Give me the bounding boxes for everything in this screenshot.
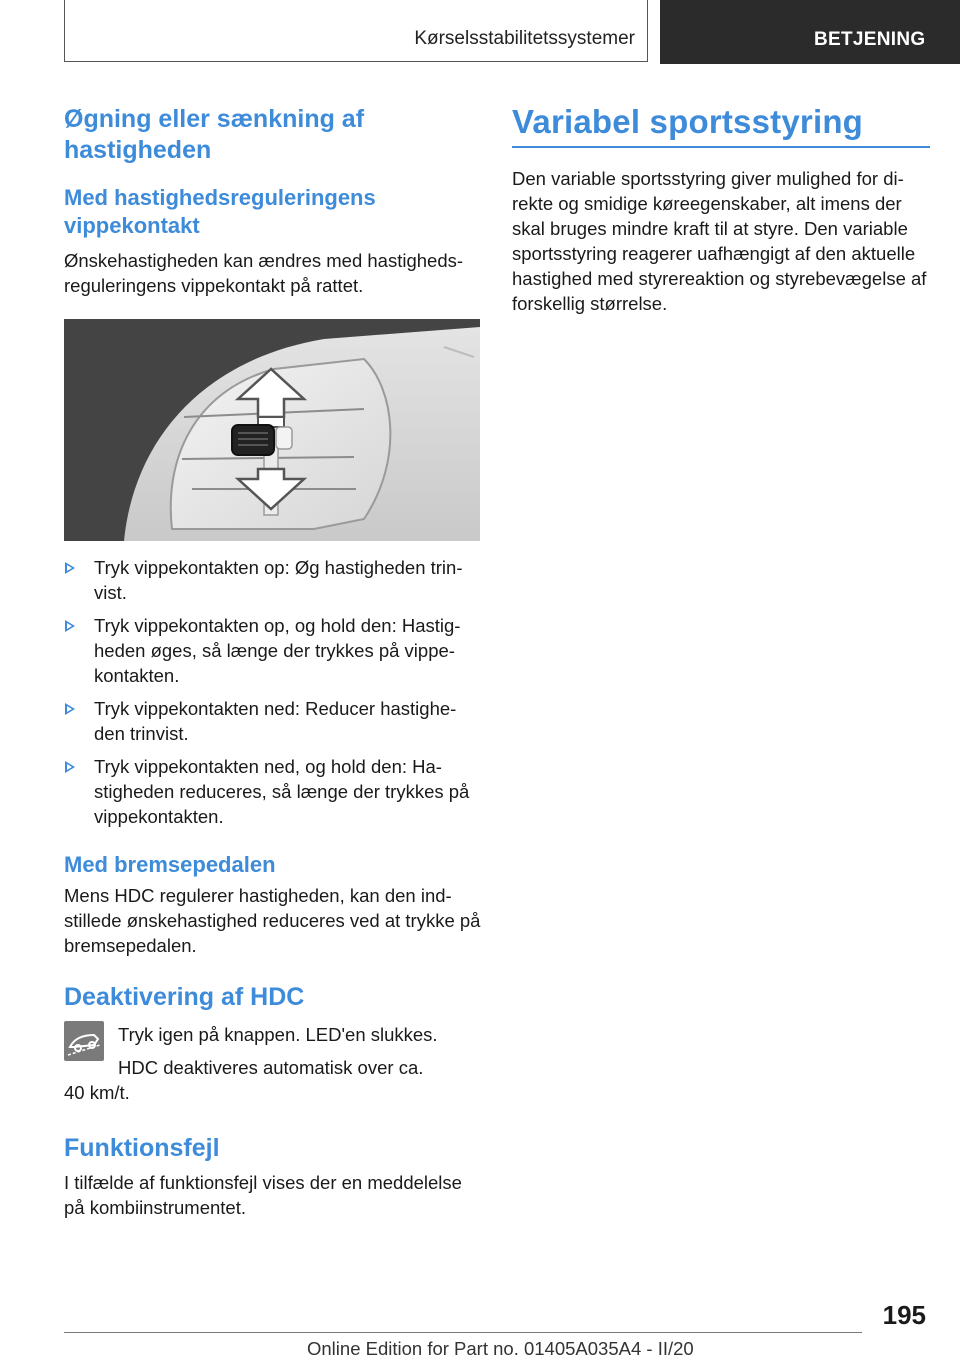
rocker-instructions-list [64, 555, 482, 829]
heading-speed-adjust: Øgning eller sænkning af hastigheden [64, 105, 365, 164]
triangle-bullet-icon [65, 562, 75, 574]
heading-rocker-switch: Med hastighedsreguleringens vippekontakt [64, 185, 376, 238]
deactivate-line-2: HDC deaktiveres automatisk over ca. [118, 1057, 424, 1078]
steering-wheel-rocker-photo [64, 319, 480, 541]
left-column [64, 100, 482, 1220]
header-section-box [64, 0, 648, 62]
heading-brake-pedal: Med bremsepedalen [64, 852, 276, 877]
hdc-deactivate-block [64, 1017, 482, 1105]
heading-variable-sport-steering: Variabel sportsstyring [512, 100, 930, 148]
footer-edition-text: Online Edition for Part no. 01405A035A4 - II/20 [307, 1338, 694, 1359]
right-column [512, 100, 930, 316]
paragraph-brake-pedal: Mens HDC regulerer hastigheden, kan den ind-stillede ønskehastighed reduceres ved at trykke på bremsepedalen. [64, 885, 481, 956]
footer-divider [64, 1332, 862, 1333]
list-item: Tryk vippekontakten op, og hold den: Hastig-heden øges, så længe der trykkes på vippe-kontakten. [64, 613, 482, 688]
triangle-bullet-icon [65, 761, 75, 773]
list-item: Tryk vippekontakten op: Øg hastigheden trin-vist. [64, 555, 482, 605]
paragraph-malfunction: I tilfælde af funktionsfejl vises der en meddelelse på kombiinstrumentet. [64, 1172, 462, 1218]
list-item: Tryk vippekontakten ned, og hold den: Ha-stigheden reduceres, så længe der trykkes på vippekontakten. [64, 754, 482, 829]
hdc-hill-descent-icon [64, 1021, 104, 1061]
heading-malfunction: Funktionsfejl [64, 1134, 220, 1162]
paragraph-rocker-switch: Ønskehastigheden kan ændres med hastigheds-reguleringens vippekontakt på rattet. [64, 250, 464, 296]
page-number: 195 [882, 1300, 926, 1330]
header-chapter-tab [660, 0, 960, 64]
header-section-title: Kørselsstabilitetssystemer [414, 28, 635, 49]
triangle-bullet-icon [65, 703, 75, 715]
triangle-bullet-icon [65, 620, 75, 632]
deactivate-line-1: Tryk igen på knappen. LED'en slukkes. [118, 1024, 438, 1045]
steering-wheel-illustration [64, 319, 480, 541]
heading-deactivate-hdc: Deaktivering af HDC [64, 983, 305, 1011]
paragraph-variable-sport-steering: Den variable sportsstyring giver mulighed for di-rekte og smidige køreegenskaber, alt imens der skal bruges mindre kraft til at styre. Den variable sportsstyring reagerer uafhængigt af den aktuelle hastighed med styrereaktion og styrebevægelse af forskellig størrelse. [512, 168, 927, 314]
header-chapter-title: BETJENING [814, 29, 926, 50]
list-item: Tryk vippekontakten ned: Reducer hastighe-den trinvist. [64, 696, 482, 746]
deactivate-line-3: 40 km/t. [64, 1082, 130, 1103]
